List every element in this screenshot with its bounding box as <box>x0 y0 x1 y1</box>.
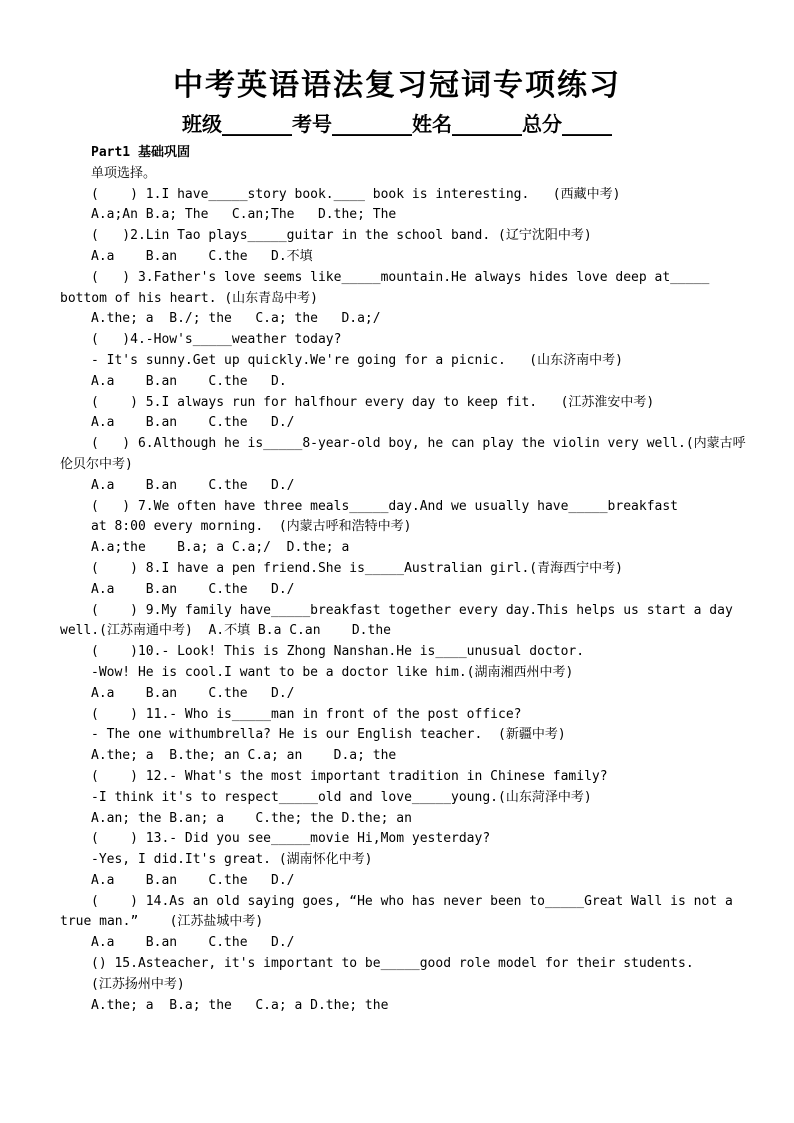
question-line: ( ) 14.As an old saying goes, “He who has never been to_____Great Wall is not a <box>91 893 733 909</box>
question-line: ( ) 12.- What's the most important tradition in Chinese family? <box>91 768 608 784</box>
question-continuation: at 8:00 every morning. (内蒙古呼和浩特中考) <box>91 519 412 535</box>
question-line: ( ) 11.- Who is_____man in front of the post office? <box>91 706 522 722</box>
question-line: () 15.Asteacher, it's important to be_____good role model for their students. <box>91 956 694 972</box>
question-line: ( )10.- Look! This is Zhong Nanshan.He is____unusual doctor. <box>91 644 585 660</box>
student-info-line: 班级_______考号________姓名_______总分_____ <box>182 112 612 136</box>
options-line: A.the; a B.the; an C.a; an D.a; the <box>91 748 397 764</box>
question-line: ( )4.-How's_____weather today? <box>91 332 342 348</box>
question-line: ( ) 5.I always run for halfhour every day to keep fit. (江苏淮安中考) <box>91 394 655 410</box>
options-line: A.a;An B.a; The C.an;The D.the; The <box>91 207 397 223</box>
options-line: A.a B.an C.the D./ <box>91 685 295 701</box>
options-line: A.a;the B.a; a C.a;/ D.the; a <box>91 540 350 556</box>
exercise-body <box>60 143 750 1016</box>
part-heading: Part1 基础巩固 <box>91 145 190 160</box>
question-line: ( )2.Lin Tao plays_____guitar in the school band. (辽宁沈阳中考) <box>91 228 592 244</box>
question-continuation: true man.” (江苏盐城中考) <box>60 914 264 930</box>
page-title: 中考英语语法复习冠词专项练习 <box>173 68 621 103</box>
question-continuation: well.(江苏南通中考) A.不填 B.a C.an D.the <box>60 623 391 639</box>
question-continuation: - It's sunny.Get up quickly.We're going for a picnic. (山东济南中考) <box>91 352 623 368</box>
question-line: ( ) 6.Although he is_____8-year-old boy, he can play the violin very well.(内蒙古呼 <box>91 436 746 452</box>
options-line: A.a B.an C.the D. <box>91 373 287 389</box>
question-line: ( ) 3.Father's love seems like_____mountain.He always hides love deep at_____ <box>91 269 710 285</box>
question-continuation: 伦贝尔中考) <box>60 456 133 472</box>
question-line: ( ) 8.I have a pen friend.She is_____Australian girl.(青海西宁中考) <box>91 560 623 576</box>
question-line: ( ) 13.- Did you see_____movie Hi,Mom yesterday? <box>91 831 491 847</box>
question-continuation: - The one withumbrella? He is our English teacher. (新疆中考) <box>91 727 566 743</box>
options-line: A.a B.an C.the D./ <box>91 935 295 951</box>
question-line: ( ) 9.My family have_____breakfast together every day.This helps us start a day <box>91 602 733 618</box>
options-line: A.a B.an C.the D./ <box>91 872 295 888</box>
question-continuation: (江苏扬州中考) <box>91 976 185 992</box>
options-line: A.the; a B./; the C.a; the D.a;/ <box>91 311 381 327</box>
question-line: ( ) 7.We often have three meals_____day.And we usually have_____breakfast <box>91 498 678 514</box>
question-continuation: -Wow! He is cool.I want to be a doctor like him.(湖南湘西州中考) <box>91 664 574 680</box>
question-continuation: -I think it's to respect_____old and love_____young.(山东菏泽中考) <box>91 789 592 805</box>
question-line: ( ) 1.I have_____story book.____ book is interesting. (西藏中考) <box>91 186 621 202</box>
question-continuation: bottom of his heart. (山东青岛中考) <box>60 290 319 306</box>
options-line: A.the; a B.a; the C.a; a D.the; the <box>91 997 389 1013</box>
options-line: A.a B.an C.the D.不填 <box>91 248 313 264</box>
options-line: A.a B.an C.the D./ <box>91 581 295 597</box>
question-continuation: -Yes, I did.It's great. (湖南怀化中考) <box>91 852 373 868</box>
options-line: A.an; the B.an; a C.the; the D.the; an <box>91 810 412 826</box>
section-label: 单项选择。 <box>91 165 157 181</box>
options-line: A.a B.an C.the D./ <box>91 477 295 493</box>
options-line: A.a B.an C.the D./ <box>91 415 295 431</box>
